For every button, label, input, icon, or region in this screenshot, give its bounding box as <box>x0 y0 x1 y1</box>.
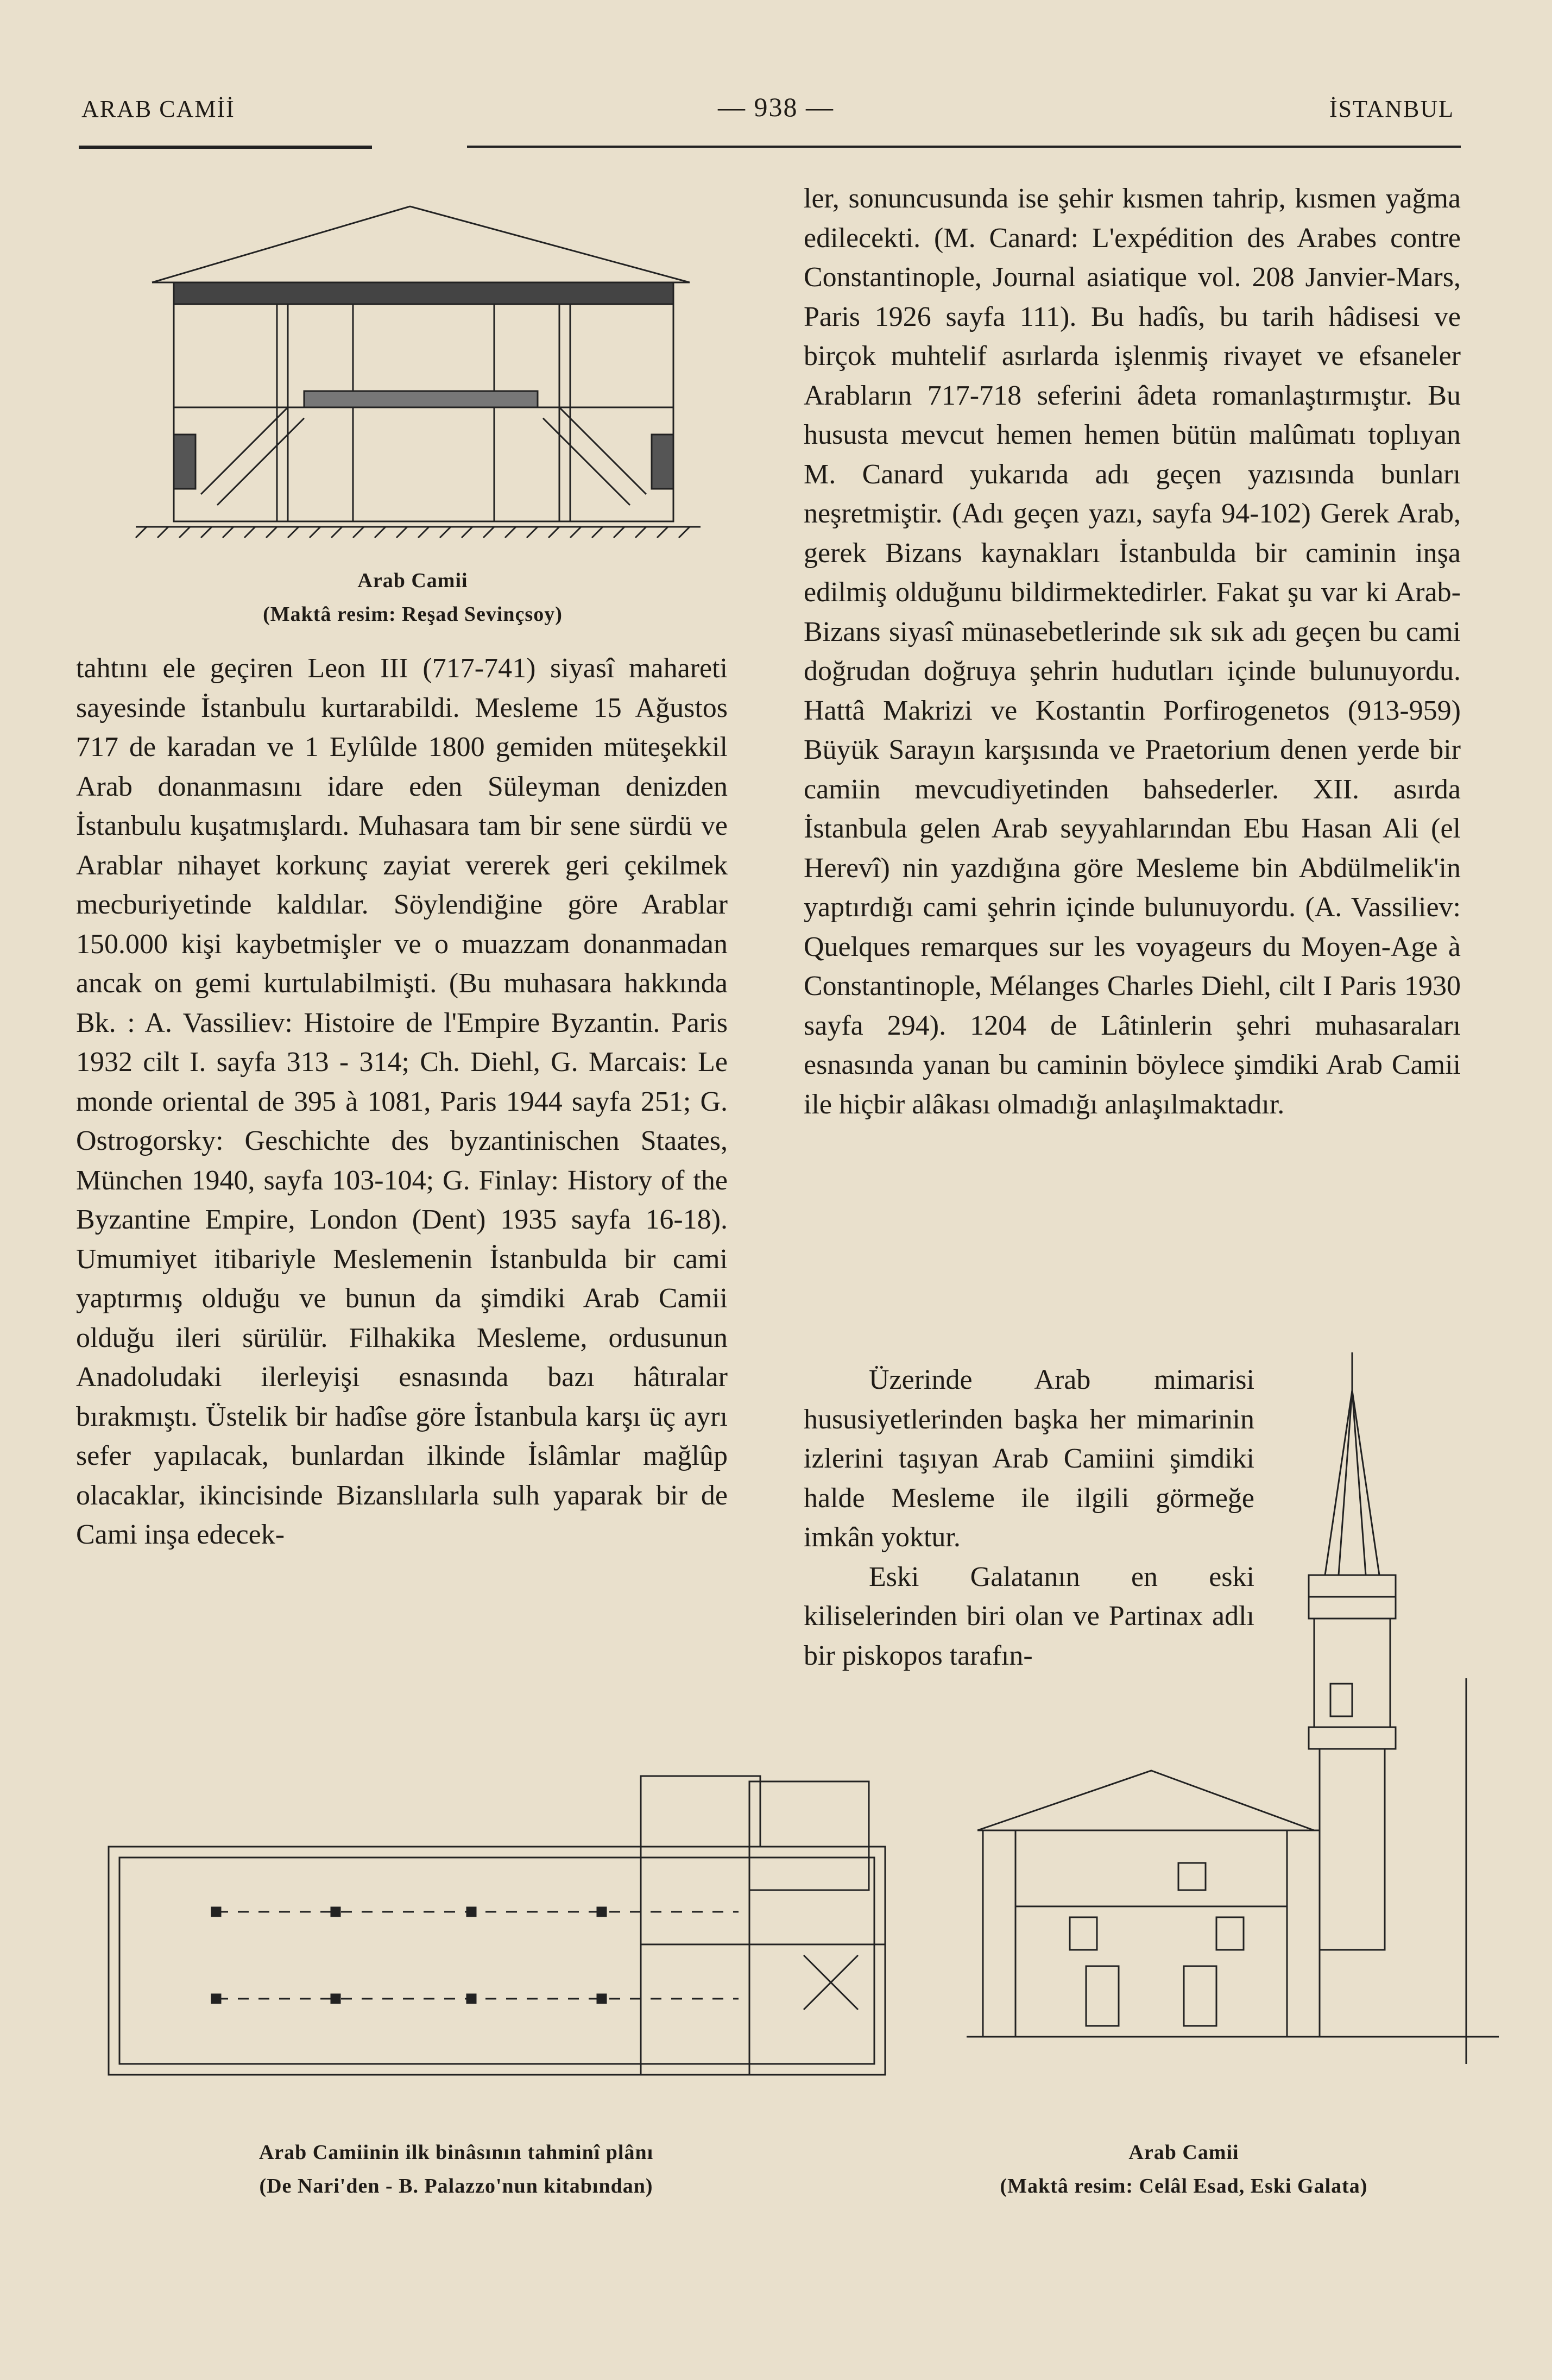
paragraph-right-bottom-2: Eski Galatanın en eski kiliselerinden biri olan ve Partinax adlı bir piskopos tarafın- <box>804 1561 1254 1671</box>
figure-caption-top-title: Arab Camii <box>357 569 468 592</box>
figure-caption-plan-credit: (De Nari'den - B. Palazzo'nun kitabından) <box>259 2175 653 2198</box>
mosque-floor-plan <box>98 1765 912 2086</box>
figure-caption-section-credit: (Maktâ resim: Celâl Esad, Eski Galata) <box>1000 2175 1368 2198</box>
mosque-section-drawing <box>125 190 711 543</box>
page-number: — 938 — <box>718 92 834 122</box>
figure-caption-plan-title: Arab Camiinin ilk binâsının tahminî plânı <box>258 2141 654 2164</box>
paragraph-left: tahtını ele geçiren Leon III (717-741) siyasî mahareti sayesinde İstanbulu kurtarabildi. Mesleme 15 Ağustos 717 de karadan ve 1 Eylûlde 1800 gemiden müteşekkil Arab donanmasını idare eden Süleyman denizden İstanbulu kuşatmışlardı. Muhasara tam bir sene sürdü ve Arablar nihayet korkunç zayiat vererek geri çekilmek mecburiyetinde kaldılar. Söylendiğine göre Arablar 150.000 kişi kaybetmişler ve o muazzam donanmadan ancak on gemi kurtulabilmişti. (Bu muhasara hakkında Bk. : A. Vassiliev: Histoire de l'Empire Byzantin. Paris 1932 cilt I. sayfa 313 - 314; Ch. Diehl, G. Marcais: Le monde oriental de 395 à 1081, Paris 1944 sayfa 251; G. Ostrogorsky: Geschichte des byzantinischen Staates, München 1940, sayfa 103-104; G. Finlay: History of the Byzantine Empire, London (Dent) 1935 sayfa 16-18). Umumiyet itibariyle Meslemenin İstanbulda bir cami yaptırmış olduğu ve bunun da şimdiki Arab Camii olduğu ileri sürülür. Filhakika Mesleme, ordusunun Anadoludaki ilerleyişi esnasında bazı hâtıralar bırakmıştı. Üstelik bir hadîse göre İstanbula karşı üç ayrı sefer yapılacak, bunlardan ilkinde İslâmlar mağlûp olacaklar, ikincisinde Bizanslılarla sulh yaparak bir de Cami inşa edecek- <box>76 653 728 1550</box>
header-rule-left <box>79 146 372 149</box>
mosque-minaret-section <box>934 1342 1510 2102</box>
figure-caption-section <box>912 2136 1455 2203</box>
header-rule-right <box>467 146 1461 148</box>
figure-caption-section-title: Arab Camii <box>1128 2141 1239 2164</box>
paragraph-right-top: ler, sonuncusunda ise şehir kısmen tahrip, kısmen yağma edilecekti. (M. Canard: L'expédition des Arabes contre Constantinople, Journal asiatique vol. 208 Janvier-Mars, Paris 1926 sayfa 111). Bu hadîs, bu tarih hâdisesi ve birçok muhtelif asırlarda işlenmiş rivayet ve efsaneler Arabların 717-718 seferini âdeta romanlaştırmıştır. Bu hususta mevcut hemen hemen bütün malûmatı toplıyan M. Canard yukarıda adı geçen yazısında bunları neşretmiştir. (Adı geçen yazı, sayfa 94-102) Gerek Arab, gerek Bizans kaynakları İstanbulda bir caminin inşa edilmiş olduğunu bildirmektedirler. Fakat şu var ki Arab-Bizans siyasî münasebetlerinde sık sık adı geçen bu cami doğrudan doğruya şehrin hudutları içinde bulunuyordu. Hattâ Makrizi ve Kostantin Porfirogenetos (913-959) Büyük Sarayın karşısında ve Praetorium denen yerde bir camiin mevcudiyetinden bahsederler. XII. asırda İstanbula gelen Arab seyyahlarından Ebu Hasan Ali (el Herevî) nin yazdığına göre Mesleme bin Abdülmelik'in yaptırdığı cami şehrin içinde bulunuyordu. (A. Vassiliev: Quelques remarques sur les voyageurs du Moyen-Age à Constantinople, Mélanges Charles Diehl, cilt I Paris 1930 sayfa 294). 1204 de Lâtinlerin şehri muhasaraları esnasında yanan bu caminin böylece şimdiki Arab Camii ile hiçbir alâkası olmadığı anlaşılmaktadır. <box>804 183 1461 1120</box>
running-header-right: İSTANBUL <box>1329 96 1454 122</box>
figure-caption-top-credit: (Maktâ resim: Reşad Sevinçsoy) <box>263 603 563 626</box>
text-column-right-top <box>804 179 1461 1124</box>
paragraph-right-bottom-1: Üzerinde Arab mimarisi hususiyetlerinden başka her mimarinin izlerini taşıyan Arab Camiini şimdiki halde Mesleme ile ilgili görmeğe imkân yoktur. <box>804 1364 1254 1553</box>
figure-caption-plan <box>141 2136 771 2203</box>
figure-caption-top <box>141 564 684 631</box>
text-column-left <box>76 649 728 1555</box>
running-header-left: ARAB CAMİİ <box>81 96 235 122</box>
